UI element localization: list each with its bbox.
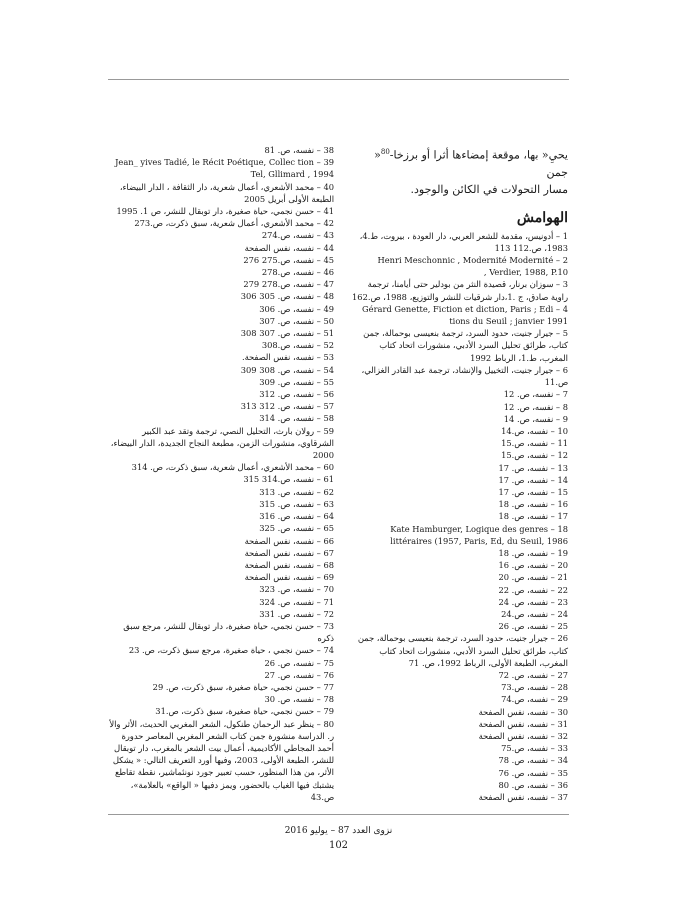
intro-line2: مسار التحولات في الكائن والوجود.: [410, 182, 568, 196]
footnote: 79 – حسن نجمي، حياة صغيرة، سبق ذكرت، ص.31: [155, 706, 334, 717]
footnote: 40 – محمد الأشعري، أعمال شعرية، دار الثقافة ، الدار البيضاء، الطبعة الأولى أبريل 2005: [119, 181, 334, 204]
footnote: 39 – Jean_ yives Tadié, le Récit Poétique, Collec tion Tel, Gllimard , 1994: [115, 157, 334, 180]
footnote: 43 – نفسه، ص.274: [261, 230, 334, 241]
footnote: 68 – نفسه، نفس الصفحة: [244, 559, 334, 570]
footnote: 10 – نفسه، ص.14: [501, 425, 568, 436]
footnote: 1 – أدونيس، مقدمة للشعر العربي، دار العودة ، بيروت، ط.4، 1983، ص.112 113: [359, 230, 568, 253]
footnote: 24 – نفسه، ص.24: [501, 608, 568, 619]
footnote: 2 – Henri Meschonnic , Modernité Modernité Verdier, 1988, P.10 ,: [377, 255, 568, 278]
footnote: 53 – نفسه، نفس الصفحة.: [241, 352, 334, 363]
footnote: 17 – نفسه، ص. 18: [498, 511, 568, 522]
footnote: 69 – نفسه، نفس الصفحة: [244, 572, 334, 583]
footnote: 74 – حسن نجمي ، حياة صغيرة، مرجع سبق ذكرت، ص. 23: [128, 645, 334, 656]
footnote: 67 – نفسه، نفس الصفحة: [244, 547, 334, 558]
footnote: 51 – نفسه، ص. 307 308: [240, 328, 334, 339]
footnote: 35 – نفسه، ص. 76: [498, 767, 568, 778]
footnote: 13 – نفسه، ص. 17: [498, 462, 568, 473]
footnote: 41 – حسن نجمي، حياة صغيرة، دار توبقال للنشر، ص 1. 1995: [116, 206, 334, 217]
footnote: 15 – نفسه، ص. 17: [498, 486, 568, 497]
footnote: 8 – نفسه، ص. 12: [503, 401, 568, 412]
footnote: 49 – نفسه، ص. 306: [259, 303, 334, 314]
notes-list-left: [108, 144, 334, 803]
footnote: 22 – نفسه، ص. 22: [498, 584, 568, 595]
footnote: 47 – نفسه، ص.278 279: [243, 279, 334, 290]
footnote: 7 – نفسه، ص. 12: [503, 389, 568, 400]
footnote: 14 – نفسه، ص. 17: [498, 474, 568, 485]
footnote: 48 – نفسه، ص. 305 306: [240, 291, 334, 302]
footnote: 58 – نفسه، ص. 314: [259, 413, 334, 424]
footnote: 70 – نفسه، ص. 323: [259, 584, 334, 595]
footnote: 63 – نفسه، ص. 315: [259, 498, 334, 509]
footnote: 73 – حسن نجمي، حياة صغيرة، دار توبقال للنشر، مرجع سبق ذكره: [123, 620, 334, 644]
page-number: 102: [328, 840, 349, 851]
intro-line1: يحيِ« بها، موقعة إمضاءها أثرا أو برزخا-: [389, 148, 568, 162]
footnote: 18 – Kate Hamburger, Logique des genres littéraires (1957, Paris, Ed, du Seuil, 1986: [390, 523, 568, 546]
footnote: 78 – نفسه، ص. 30: [264, 694, 334, 705]
intro-line1-end: « جمن: [374, 148, 568, 179]
footnote: 20 – نفسه، ص. 16: [498, 560, 568, 571]
footnote: 57 – نفسه، ص. 312 313: [240, 401, 334, 412]
footnote: 45 – نفسه، ص.275 276: [243, 254, 334, 265]
footnote: 62 – نفسه، ص. 313: [259, 486, 334, 497]
footnote: 3 – سوزان برنار، قصيدة النثر من بودلير حتى أيامنا، ترجمة راوية صادق، ج .1،دار شرقيات للنشر والتوزيع، 1988، ص.162: [352, 279, 568, 302]
footnote: 61 – نفسه، ص.314 315: [243, 474, 334, 485]
footnote: 9 – نفسه، ص. 14: [503, 413, 568, 424]
footnote: 26 – جيرار جنيت، حدود السرد، ترجمة بنعيسى بوحمالة، جمن كتاب، طرائق تحليل السرد الأدبي، منشورات اتحاد كتاب المغرب، الطبعة الأولى، الرباط 1992، ص. 71: [357, 633, 568, 668]
footnote: 65 – نفسه، ص. 325: [259, 523, 334, 534]
notes-list-right: [352, 230, 568, 804]
footnote: 36 – نفسه، ص. 80: [498, 779, 568, 790]
footnote: 54 – نفسه، ص. 308 309: [240, 364, 334, 375]
footnote: 75 – نفسه، ص. 26: [264, 657, 334, 668]
footnote: 11 – نفسه، ص.15: [501, 438, 568, 449]
footnote: 30 – نفسه، نفس الصفحة: [478, 706, 568, 717]
footnote: 44 – نفسه، نفس الصفحة: [244, 242, 334, 253]
footnote: 16 – نفسه، ص. 18: [498, 499, 568, 510]
intro-superscript: 80: [380, 148, 390, 156]
footnote: 66 – نفسه، نفس الصفحة: [244, 535, 334, 546]
footnote: 59 – رولان بارث، التحليل النصي، ترجمة وتقد عبد الكبير الشرقاوي، منشورات الزمن، مطبعة النجاح الجديدة، الدار البيضاء، 2000: [110, 425, 334, 461]
footnote: 29 – نفسه، ص.74: [501, 694, 568, 705]
footnote: 56 – نفسه، ص. 312: [259, 389, 334, 400]
footnote: 12 – نفسه، ص.15: [501, 450, 568, 461]
footnote: 27 – نفسه، ص. 72: [498, 669, 568, 680]
footnote: 46 – نفسه، ص.278: [261, 267, 334, 278]
footnote: 55 – نفسه، ص. 309: [259, 376, 334, 387]
footnote: 64 – نفسه، ص. 316: [259, 511, 334, 522]
footnote: 4 – Gérard Genette, Fiction et diction, Paris ; Edi tions du Seuil ; janvier 1991: [362, 303, 568, 327]
footnote: 77 – حسن نجمي، حياة صغيرة، سبق ذكرت، ص. 29: [152, 681, 334, 692]
footnote: 76 – نفسه، ص. 27: [264, 669, 334, 680]
footnote: 72 – نفسه، ص. 331: [259, 608, 334, 619]
footnote: 60 – محمد الأشعري، أعمال شعرية، سبق ذكرت، ص. 314: [131, 462, 334, 473]
footnote: 6 – جيرار جنيت، التخييل والإنشاد، ترجمة عبد القادر الغزالي، ص.11: [361, 364, 568, 388]
footnote: 71 – نفسه، ص. 324: [259, 596, 334, 607]
footnote: 37 – نفسه، نفس الصفحة: [478, 792, 568, 802]
footnote: 38 – نفسه، ص. 81: [264, 145, 334, 155]
footnote: 33 – نفسه، ص.75: [501, 743, 568, 754]
footnote: 23 – نفسه، ص. 24: [498, 596, 568, 607]
footnote: 32 – نفسه، نفس الصفحة: [478, 730, 568, 741]
footnote: 19 – نفسه، ص. 18: [498, 547, 568, 558]
footnote: 28 – نفسه، ص.73: [501, 682, 568, 693]
footnote: 34 – نفسه، ص. 78: [498, 755, 568, 766]
footnote: 42 – محمد الأشعري، أعمال شعرية، سبق ذكرت، ص.273: [134, 218, 334, 229]
left-column: [108, 144, 334, 803]
footnote: 21 – نفسه، ص. 20: [498, 572, 568, 583]
right-column: [352, 144, 568, 803]
footnote: 5 – جيرار جنيت، حدود السرد، ترجمة بنعيسى بوحمالة، جمن كتاب، طرائق تحليل السرد الأدبي، منشورات اتحاد كتاب المغرب، ط.1، الرباط 1992: [363, 328, 568, 363]
notes-heading: الهوامش: [516, 209, 568, 226]
footnote: 80 – ينظر عبد الرحمان طنكول، الشعر المغربي الحديث، الأثر والأ ر. الدراسة منشورة جمن كتاب الشعر المغربي المعاصر حدورة أحمد المجاطي الأكاديمية، أعمال بيت الشعر بالمغرب، دار توبقال للنشر، الطبعة الأولى، 2003، وفيها أورد التعريف التالي: « يشكل الأثر، من هذا المنظور، حسب تعبير جورد نونئماشير، نقطة تقاطع يشتبك فيها الغياب بالحضور، ويمز دفيها « الواقع» بالعلامة»، ص.43: [109, 718, 334, 802]
intro-paragraph: [352, 144, 568, 198]
footnote: 50 – نفسه، ص. 307: [259, 315, 334, 326]
footnote: 31 – نفسه، نفس الصفحة: [478, 718, 568, 729]
footer-issue: نزوى العدد 87 – يوليو 2016: [284, 826, 393, 836]
footnote: 52 – نفسه، ص.308: [261, 340, 334, 351]
footnote: 25 – نفسه، ص. 26: [498, 621, 568, 632]
header-rule: [108, 79, 569, 80]
footer-rule: [108, 814, 569, 815]
